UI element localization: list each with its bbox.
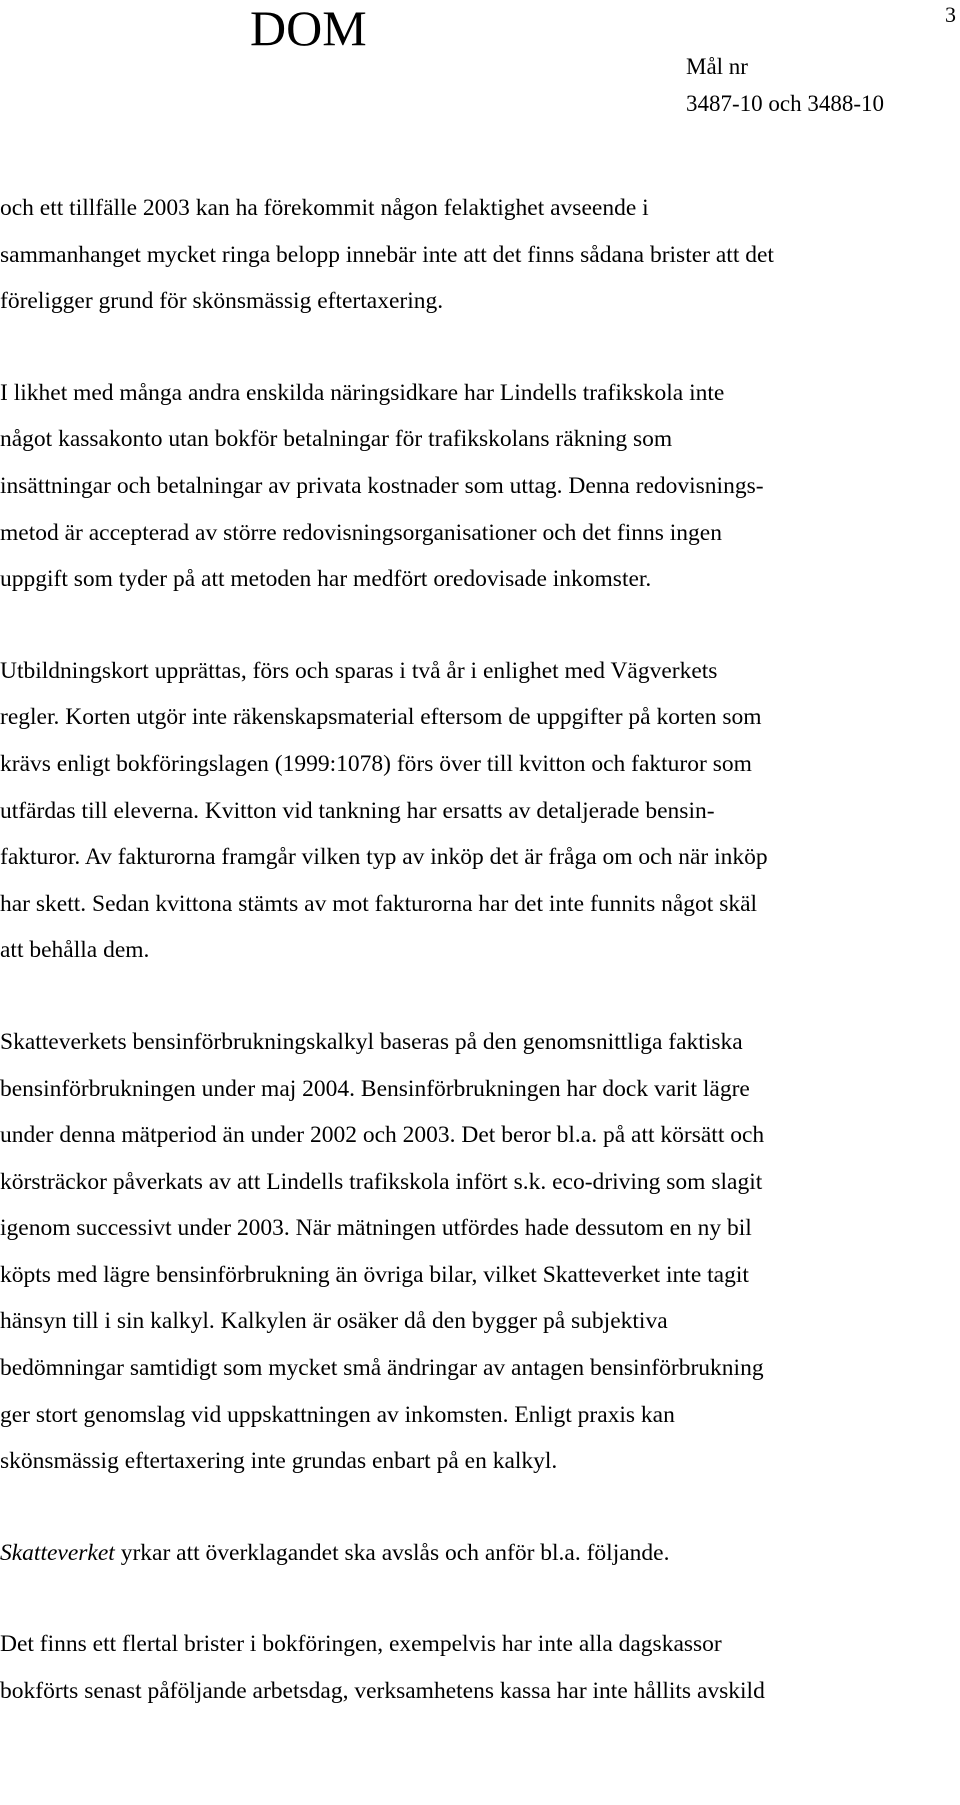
text-line — [0, 1530, 940, 1577]
party-name: Skatteverket — [0, 1539, 115, 1566]
text-line: sammanhanget mycket ringa belopp innebär inte att det finns sådana brister att det — [0, 241, 774, 268]
text-line: krävs enligt bokföringslagen (1999:1078) förs över till kvitton och fakturor som — [0, 750, 752, 777]
text-line: körsträckor påverkats av att Lindells trafikskola infört s.k. eco-driving som slagit — [0, 1168, 763, 1195]
paragraph-text: yrkar att överklagandet ska avslås och anför bl.a. följande. — [114, 1539, 670, 1566]
case-label: Mål nr — [686, 54, 748, 79]
text-line: under denna mätperiod än under 2002 och 2003. Det beror bl.a. på att körsätt och — [0, 1122, 765, 1149]
text-line: att behålla dem. — [0, 937, 150, 964]
text-line: hänsyn till i sin kalkyl. Kalkylen är osäker då den bygger på subjektiva — [0, 1308, 668, 1335]
text-line: utfärdas till eleverna. Kvitton vid tankning har ersatts av detaljerade bensin- — [0, 797, 715, 824]
text-line: fakturor. Av fakturorna framgår vilken typ av inköp det är fråga om och när inköp — [0, 844, 768, 871]
document-body — [0, 185, 940, 1715]
text-line: har skett. Sedan kvittona stämts av mot fakturorna har det inte funnits något skäl — [0, 890, 758, 917]
text-line: regler. Korten utgör inte räkenskapsmaterial eftersom de uppgifter på korten som — [0, 704, 762, 731]
text-line: igenom successivt under 2003. När mätningen utfördes hade dessutom en ny bil — [0, 1215, 752, 1242]
text-line: insättningar och betalningar av privata kostnader som uttag. Denna redovisnings- — [0, 472, 764, 499]
text-line: köpts med lägre bensinförbrukning än övriga bilar, vilket Skatteverket inte tagit — [0, 1261, 749, 1288]
text-line: och ett tillfälle 2003 kan ha förekommit någon felaktighet avseende i — [0, 195, 649, 221]
text-line: I likhet med många andra enskilda näringsidkare har Lindells trafikskola inte — [0, 379, 725, 406]
paragraph-1 — [0, 185, 940, 325]
text-line: något kassakonto utan bokför betalningar för trafikskolans räkning som — [0, 426, 673, 453]
paragraph-6 — [0, 1621, 940, 1714]
text-line: metod är accepterad av större redovisningsorganisationer och det finns ingen — [0, 519, 722, 546]
text-line: Det finns ett flertal brister i bokföringen, exempelvis har inte alla dagskassor — [0, 1631, 722, 1658]
text-line: bensinförbrukningen under maj 2004. Bensinförbrukningen har dock varit lägre — [0, 1075, 750, 1102]
text-line: bokförts senast påföljande arbetsdag, verksamhetens kassa har inte hållits avskild — [0, 1678, 765, 1705]
paragraph-4 — [0, 1019, 940, 1485]
text-line: uppgift som tyder på att metoden har medfört oredovisade inkomster. — [0, 566, 652, 593]
text-line: Utbildningskort upprättas, förs och sparas i två år i enlighet med Vägverkets — [0, 657, 718, 684]
text-line: skönsmässig eftertaxering inte grundas enbart på en kalkyl. — [0, 1448, 558, 1475]
text-line: föreligger grund för skönsmässig eftertaxering. — [0, 288, 444, 315]
text-line: ger stort genomslag vid uppskattningen av inkomsten. Enligt praxis kan — [0, 1401, 675, 1428]
page-number: 3 — [945, 2, 956, 27]
paragraph-2 — [0, 370, 940, 603]
paragraph-5 — [0, 1530, 940, 1577]
text-line: Skatteverkets bensinförbrukningskalkyl baseras på den genomsnittliga faktiska — [0, 1028, 743, 1055]
paragraph-3 — [0, 648, 940, 974]
case-number: 3487-10 och 3488-10 — [686, 91, 885, 116]
document-title: DOM — [250, 0, 367, 56]
text-line: bedömningar samtidigt som mycket små ändringar av antagen bensinförbrukning — [0, 1355, 764, 1382]
